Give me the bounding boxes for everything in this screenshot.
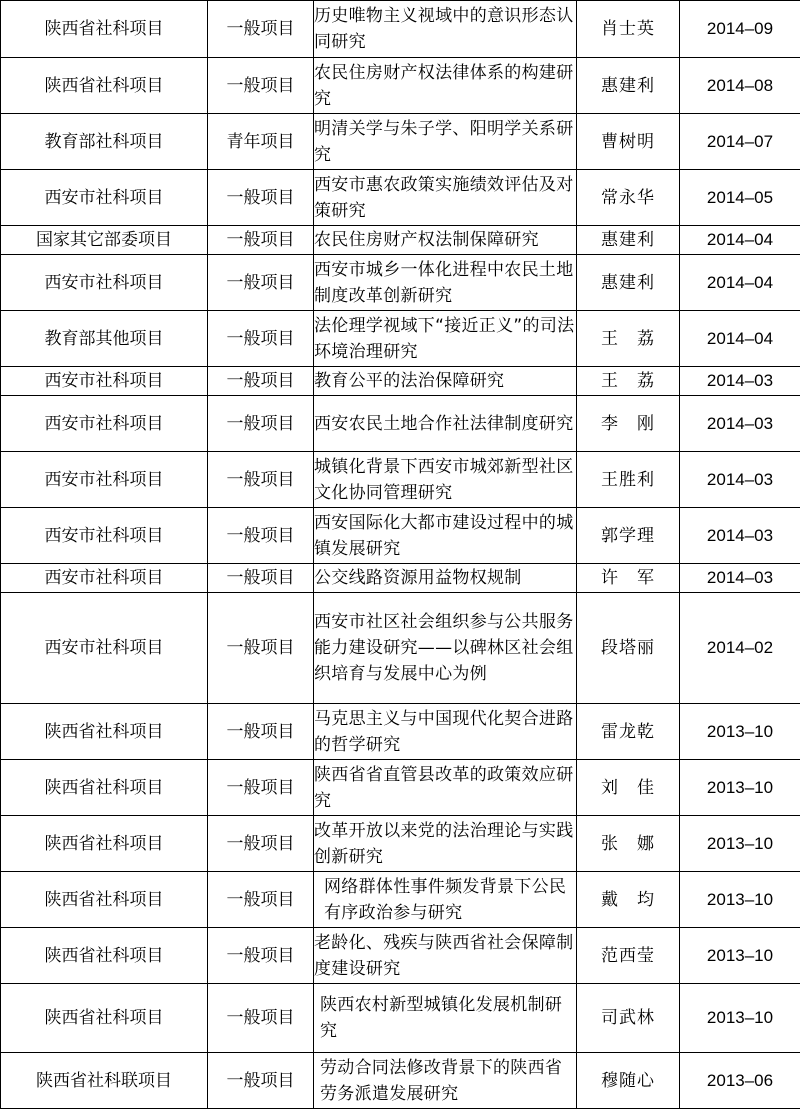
project-leader-cell: 惠建利	[577, 255, 680, 311]
project-date-cell: 2013–10	[680, 872, 800, 928]
project-source-cell: 西安市社科项目	[1, 593, 208, 704]
project-title-cell: 公交线路资源用益物权规制	[314, 564, 577, 593]
project-title-cell: 陕西省省直管县改革的政策效应研究	[314, 760, 577, 816]
project-date-cell: 2014–03	[680, 452, 800, 508]
project-date-cell: 2014–04	[680, 311, 800, 367]
project-source-cell: 西安市社科项目	[1, 452, 208, 508]
project-title-cell: 陕西农村新型城镇化发展机制研究	[314, 984, 577, 1053]
project-title-cell: 网络群体性事件频发背景下公民有序政治参与研究	[314, 872, 577, 928]
project-kind-cell: 一般项目	[208, 367, 314, 396]
table-row	[1, 1053, 800, 1109]
table-row	[1, 311, 800, 367]
project-kind-cell: 一般项目	[208, 255, 314, 311]
project-leader-cell: 王胜利	[577, 452, 680, 508]
project-leader-cell: 惠建利	[577, 58, 680, 114]
project-kind-cell: 一般项目	[208, 170, 314, 226]
project-source-cell: 教育部其他项目	[1, 311, 208, 367]
project-source-cell: 陕西省社科项目	[1, 1, 208, 58]
project-date-cell: 2014–02	[680, 593, 800, 704]
table-row	[1, 704, 800, 760]
project-leader-cell: 王 荔	[577, 311, 680, 367]
project-title-cell: 马克思主义与中国现代化契合进路的哲学研究	[314, 704, 577, 760]
project-leader-cell: 张 娜	[577, 816, 680, 872]
project-date-cell: 2014–05	[680, 170, 800, 226]
table-row	[1, 872, 800, 928]
project-kind-cell: 一般项目	[208, 1053, 314, 1109]
project-leader-cell: 李 刚	[577, 396, 680, 452]
project-source-cell: 西安市社科项目	[1, 170, 208, 226]
project-title-cell: 西安国际化大都市建设过程中的城镇发展研究	[314, 508, 577, 564]
project-date-cell: 2013–10	[680, 704, 800, 760]
project-source-cell: 陕西省社科项目	[1, 928, 208, 984]
project-title-cell: 历史唯物主义视域中的意识形态认同研究	[314, 1, 577, 58]
project-source-cell: 西安市社科项目	[1, 508, 208, 564]
project-source-cell: 西安市社科项目	[1, 564, 208, 593]
project-kind-cell: 一般项目	[208, 452, 314, 508]
project-kind-cell: 一般项目	[208, 984, 314, 1053]
project-date-cell: 2014–03	[680, 367, 800, 396]
project-source-cell: 国家其它部委项目	[1, 226, 208, 255]
project-source-cell: 西安市社科项目	[1, 255, 208, 311]
project-kind-cell: 青年项目	[208, 114, 314, 170]
project-kind-cell: 一般项目	[208, 564, 314, 593]
project-source-cell: 教育部社科项目	[1, 114, 208, 170]
project-leader-cell: 范西莹	[577, 928, 680, 984]
project-title-cell: 西安市社区社会组织参与公共服务能力建设研究——以碑林区社会组织培育与发展中心为例	[314, 593, 577, 704]
project-title-cell: 西安市惠农政策实施绩效评估及对策研究	[314, 170, 577, 226]
project-leader-cell: 郭学理	[577, 508, 680, 564]
project-title-cell: 老龄化、残疾与陕西省社会保障制度建设研究	[314, 928, 577, 984]
project-title-cell: 教育公平的法治保障研究	[314, 367, 577, 396]
project-leader-cell: 惠建利	[577, 226, 680, 255]
project-kind-cell: 一般项目	[208, 872, 314, 928]
project-source-cell: 陕西省社科项目	[1, 58, 208, 114]
project-date-cell: 2013–10	[680, 984, 800, 1053]
project-source-cell: 陕西省社科项目	[1, 760, 208, 816]
table-row	[1, 114, 800, 170]
project-title-cell: 明清关学与朱子学、阳明学关系研究	[314, 114, 577, 170]
project-source-cell: 陕西省社科联项目	[1, 1053, 208, 1109]
project-leader-cell: 戴 均	[577, 872, 680, 928]
project-leader-cell: 穆随心	[577, 1053, 680, 1109]
project-source-cell: 西安市社科项目	[1, 396, 208, 452]
table-row	[1, 593, 800, 704]
project-kind-cell: 一般项目	[208, 396, 314, 452]
project-kind-cell: 一般项目	[208, 226, 314, 255]
project-kind-cell: 一般项目	[208, 1, 314, 58]
project-kind-cell: 一般项目	[208, 760, 314, 816]
table-row	[1, 760, 800, 816]
project-leader-cell: 肖士英	[577, 1, 680, 58]
table-row	[1, 508, 800, 564]
table-row	[1, 367, 800, 396]
table-row	[1, 396, 800, 452]
project-leader-cell: 司武林	[577, 984, 680, 1053]
project-title-cell: 农民住房财产权法律体系的构建研究	[314, 58, 577, 114]
project-title-cell: 农民住房财产权法制保障研究	[314, 226, 577, 255]
project-leader-cell: 曹树明	[577, 114, 680, 170]
project-title-cell: 西安市城乡一体化进程中农民土地制度改革创新研究	[314, 255, 577, 311]
table-row	[1, 984, 800, 1053]
project-date-cell: 2014–03	[680, 564, 800, 593]
project-kind-cell: 一般项目	[208, 508, 314, 564]
project-date-cell: 2014–03	[680, 396, 800, 452]
project-leader-cell: 王 荔	[577, 367, 680, 396]
table-row	[1, 170, 800, 226]
table-row	[1, 928, 800, 984]
project-title-cell: 城镇化背景下西安市城郊新型社区文化协同管理研究	[314, 452, 577, 508]
project-title-cell: 法伦理学视域下“接近正义”的司法环境治理研究	[314, 311, 577, 367]
table-row	[1, 1, 800, 58]
project-title-cell: 改革开放以来党的法治理论与实践创新研究	[314, 816, 577, 872]
project-kind-cell: 一般项目	[208, 816, 314, 872]
project-title-cell: 劳动合同法修改背景下的陕西省劳务派遣发展研究	[314, 1053, 577, 1109]
project-date-cell: 2013–10	[680, 928, 800, 984]
table-row	[1, 564, 800, 593]
project-date-cell: 2014–09	[680, 1, 800, 58]
project-source-cell: 陕西省社科项目	[1, 872, 208, 928]
project-source-cell: 陕西省社科项目	[1, 816, 208, 872]
project-leader-cell: 雷龙乾	[577, 704, 680, 760]
project-kind-cell: 一般项目	[208, 58, 314, 114]
project-leader-cell: 常永华	[577, 170, 680, 226]
project-title-cell: 西安农民土地合作社法律制度研究	[314, 396, 577, 452]
project-date-cell: 2014–07	[680, 114, 800, 170]
project-source-cell: 陕西省社科项目	[1, 984, 208, 1053]
project-leader-cell: 段塔丽	[577, 593, 680, 704]
project-date-cell: 2013–10	[680, 760, 800, 816]
project-kind-cell: 一般项目	[208, 704, 314, 760]
table-row	[1, 58, 800, 114]
project-source-cell: 西安市社科项目	[1, 367, 208, 396]
project-kind-cell: 一般项目	[208, 311, 314, 367]
project-date-cell: 2013–10	[680, 816, 800, 872]
project-date-cell: 2014–04	[680, 255, 800, 311]
project-date-cell: 2014–04	[680, 226, 800, 255]
project-kind-cell: 一般项目	[208, 593, 314, 704]
project-kind-cell: 一般项目	[208, 928, 314, 984]
project-source-cell: 陕西省社科项目	[1, 704, 208, 760]
project-leader-cell: 许 军	[577, 564, 680, 593]
table-row	[1, 255, 800, 311]
project-date-cell: 2014–08	[680, 58, 800, 114]
project-date-cell: 2014–03	[680, 508, 800, 564]
table-row	[1, 816, 800, 872]
project-date-cell: 2013–06	[680, 1053, 800, 1109]
table-row	[1, 452, 800, 508]
project-leader-cell: 刘 佳	[577, 760, 680, 816]
table-row	[1, 226, 800, 255]
